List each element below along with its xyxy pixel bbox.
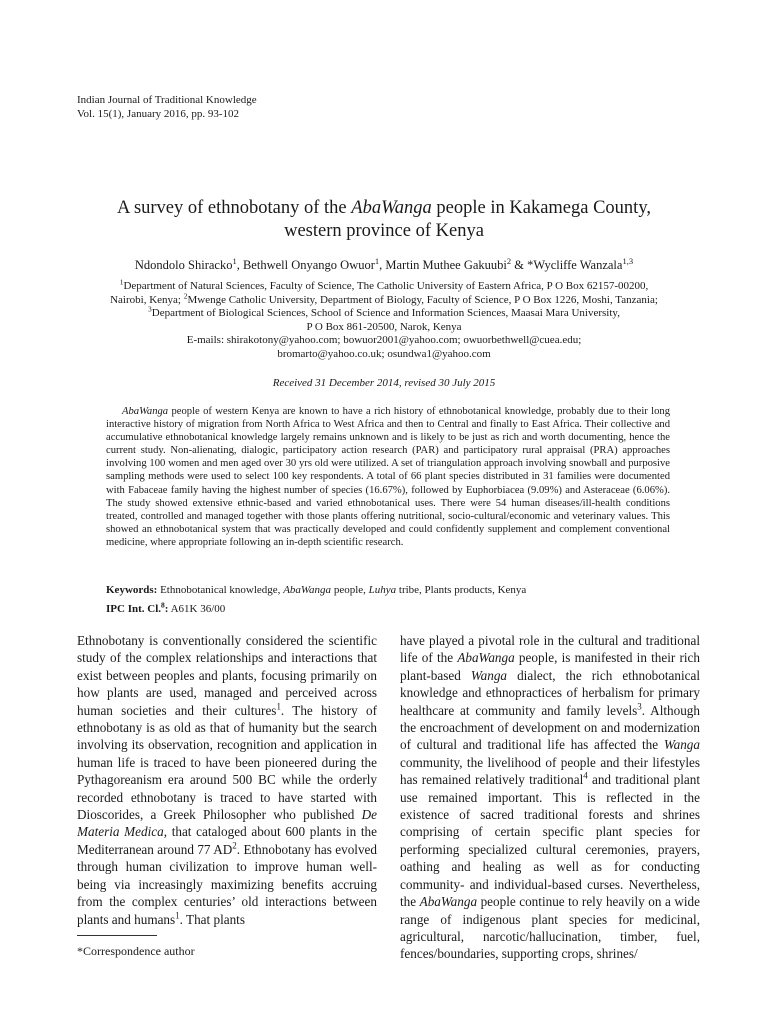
journal-name: Indian Journal of Traditional Knowledge	[77, 94, 257, 106]
title-part2: people in Kakamega County,	[431, 198, 651, 218]
keyword-text: Ethnobotanical knowledge,	[157, 584, 284, 596]
keyword-italic: AbaWanga	[283, 584, 332, 596]
body-text: . That plants	[179, 911, 245, 927]
body-text: people, is manifested in their rich plant-based	[400, 650, 701, 683]
author-sup: 1	[232, 255, 237, 266]
affil-1b: Nairobi, Kenya;	[110, 293, 184, 306]
ipc-colon: :	[164, 603, 169, 615]
keyword-text: tribe, Plants products, Kenya	[396, 584, 527, 596]
footnote-rule	[77, 935, 157, 936]
body-column-right	[400, 632, 700, 963]
affil-1: Department of Natural Sciences, Faculty of Science, The Catholic University of Eastern Africa, P O Box 62157-00200,	[123, 280, 649, 292]
body-text: , that cataloged about 600 plants in the Mediterranean around 77 AD	[77, 824, 378, 857]
body-text: community, the livelihood of people and their lifestyles has remained relatively traditional	[400, 754, 700, 788]
abstract-lead: AbaWanga	[122, 406, 169, 417]
author-sup: 1	[374, 255, 380, 266]
affil-sup: 3	[148, 304, 152, 314]
title-part1: A survey of ethnobotany of the	[116, 198, 352, 218]
citation-sup: 3	[637, 701, 642, 712]
body-italic: AbaWanga	[419, 894, 478, 910]
body-column-left	[77, 632, 377, 928]
citation-sup: 1	[276, 701, 281, 712]
author-sup: 1,3	[622, 255, 634, 266]
body-text: Ethnobotany is conventionally considered the scientific study of the complex relationships and interactions that exist between peoples and plants, focusing primarily on how plants are used, managed and perceived across human societies and their cultures	[77, 633, 377, 718]
keyword-text: people,	[331, 584, 369, 596]
body-text: and traditional plant use remained important. This is reflected in the existence of sacred traditional forests and shrines comprising of certain specific plant species for performing specialized cultural ceremonies, prayers, oathing and healing as well as for conducting community- and individual-based curses. Nevertheless, the	[400, 772, 700, 910]
paper-title	[60, 197, 708, 243]
citation-sup: 1	[175, 910, 180, 921]
abstract-text: people of western Kenya are known to have a rich history of ethnobotanical knowledge, probably due to their long interactive history of migration from North Africa to West Africa and then to Central and finally to East Africa. Their collective and accumulative ethnobotanical knowledge largely remains unknown and is likely to be just as rich and worth documenting, hence the current study. Non-alienating, dialogic, participatory action research (PAR) and participatory rural appraisal (PRA) approaches involving 100 women and men aged over 30 yrs old were utilized. A set of triangulation approach involving snowball and purposive sampling methods were used to select 100 key respondents. A total of 66 plant species distributed in 31 families were documented with Fabaceae family having the highest number of species (16.67%), followed by Euphorbiacea (9.09%) and Asteraceae (6.06%). The study showed extensive ethnic-based and varied ethnobotanical uses. There were 54 human diseases/ill-health conditions treated, controlled and managed together with those plants offering nutritional, socio-cultural/economic and veterinary values. This showed an ethnobotanical system that was practically developed and could confidently supplement and complement conventional medicine, where appropriate following an in-depth scientific research.	[106, 406, 670, 548]
affil-3: Department of Biological Sciences, School of Science and Information Sciences, Maasai Mara University,	[151, 307, 620, 320]
keywords-label: Keywords:	[106, 584, 158, 596]
ipc-value: A61K 36/00	[168, 603, 226, 615]
author-sup: 2	[506, 255, 512, 266]
title-line2: western province of Kenya	[284, 221, 484, 241]
ipc-class	[106, 600, 226, 615]
ipc-sup: 8	[161, 600, 165, 610]
body-italic: De Materia Medica	[77, 807, 377, 840]
received-dates: Received 31 December 2014, revised 30 July 2015	[272, 377, 496, 389]
body-italic: Wanga	[470, 667, 508, 683]
emails-line-1: E-mails: shirakotony@yahoo.com; bowuor2001@yahoo.com; owuorbethwell@cuea.edu;	[186, 334, 582, 347]
affil-sup: 2	[183, 290, 188, 300]
citation-sup: 4	[583, 770, 588, 781]
correspondence-footnote: *Correspondence author	[77, 944, 195, 958]
author-name: Martin Muthee Gakuubi	[385, 258, 507, 272]
body-italic: Wanga	[663, 737, 700, 753]
body-text: . Ethnobotany has evolved through human civilization to improve human well-being via increasingly maximizing benefits accruing from the complex centuries’ old interactions between plants and humans	[77, 841, 378, 927]
affil-3b: P O Box 861-20500, Narok, Kenya	[306, 320, 462, 333]
body-text: have played a pivotal role in the cultural and traditional life of the	[400, 633, 700, 666]
title-italic: AbaWanga	[351, 198, 432, 218]
journal-volume: Vol. 15(1), January 2016, pp. 93-102	[77, 108, 240, 120]
affil-2: Mwenge Catholic University, Department of Biology, Faculty of Science, P O Box 1226, Moshi, Tanzania;	[187, 293, 658, 306]
emails-line-2: bromarto@yahoo.co.uk; osundwa1@yahoo.com	[277, 347, 491, 360]
keyword-italic: Luhya	[368, 584, 397, 596]
author-name: Bethwell Onyango Owuor	[242, 258, 375, 272]
keywords	[106, 584, 526, 596]
body-text: . The history of ethnobotany is as old as that of humanity but the search involving its observation, recognition and application in human life is traced to have been pioneered during the Pythagoreanism era around 500 BC while the orderly recorded ethnobotany is traced to have started with Dioscorides, a Greek Philosopher who published	[77, 702, 377, 823]
affil-sup: 1	[119, 277, 124, 287]
author-name: Ndondolo Shiracko	[134, 258, 233, 272]
affiliations	[60, 277, 708, 362]
ipc-label: IPC Int. Cl.	[106, 603, 162, 615]
body-text: . Although the encroachment of development on and modernization of cultural and traditional life has affected the	[400, 702, 700, 753]
journal-header	[77, 93, 257, 121]
authors-line: Ndondolo Shiracko$^1$, Bethwell Onyango Owuor$^1$, Martin Muthee Gakuubi$^2$ & *Wycliffe Wanzala$^{1,3}$	[134, 255, 634, 272]
body-text: dialect, the rich ethnobotanical knowledge and ethnopractices of herbalism for primary healthcare at community and family levels	[400, 667, 700, 718]
abstract	[106, 405, 670, 549]
author-name: *Wycliffe Wanzala	[527, 258, 623, 272]
body-italic: AbaWanga	[457, 650, 515, 666]
citation-sup: 2	[232, 840, 237, 851]
body-text: people continue to rely heavily on a wide range of indigenous plant species for medicinal, agricultural, narcotic/hallucination, timber, fuel, fences/boundaries, supporting crops, shrines/	[400, 894, 700, 962]
